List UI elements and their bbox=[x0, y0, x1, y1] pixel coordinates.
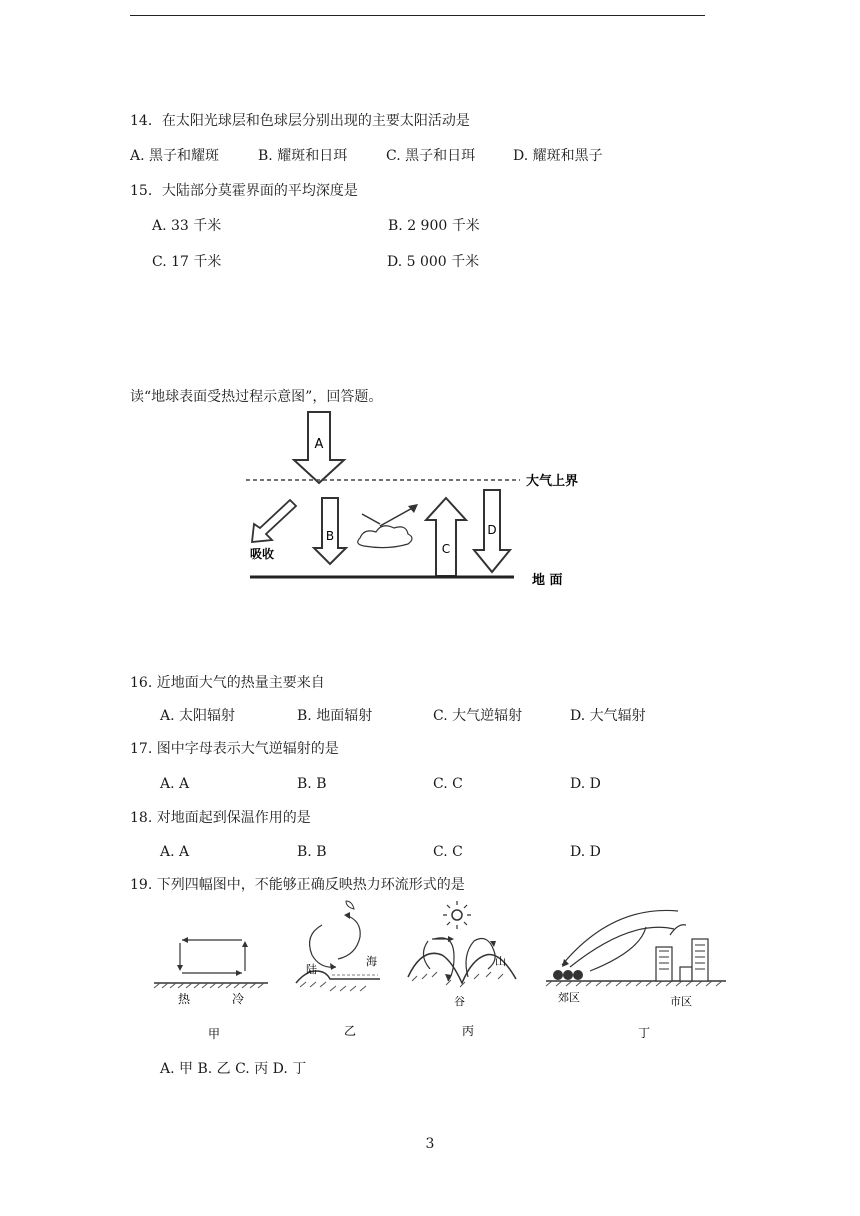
q16-option-a: A. 太阳辐射 bbox=[160, 708, 236, 724]
q14-option-d: D. 耀斑和黑子 bbox=[513, 148, 603, 164]
panel-ding bbox=[546, 910, 726, 1040]
label-urban: 市区 bbox=[670, 995, 692, 1008]
label-suburb: 郊区 bbox=[558, 991, 580, 1004]
circulation-diagrams bbox=[150, 895, 730, 1045]
reflect-arrowhead bbox=[408, 504, 418, 513]
q14-option-c: C. 黑子和日珥 bbox=[386, 148, 476, 164]
q16-stem: 16. 近地面大气的热量主要来自 bbox=[130, 675, 325, 691]
label-mountain: 山 bbox=[495, 955, 506, 968]
label-land: 陆 bbox=[306, 963, 317, 976]
label-cold: 冷 bbox=[232, 992, 245, 1006]
q15-option-a: A. 33 千米 bbox=[152, 218, 222, 234]
panel-jia bbox=[154, 937, 268, 1041]
q14-stem: 14．在太阳光球层和色球层分别出现的主要太阳活动是 bbox=[130, 113, 470, 129]
caption-jia: 甲 bbox=[208, 1027, 221, 1041]
q15-option-b: B. 2 900 千米 bbox=[388, 218, 480, 234]
sun-ray-line bbox=[362, 514, 380, 524]
sun-icon bbox=[452, 910, 462, 920]
diagram-intro: 读“地球表面受热过程示意图”，回答题。 bbox=[130, 389, 383, 405]
q18-option-d: D. D bbox=[570, 844, 601, 860]
label-sea: 海 bbox=[366, 955, 377, 968]
caption-bing: 丙 bbox=[462, 1024, 475, 1038]
q15-stem: 15．大陆部分莫霍界面的平均深度是 bbox=[130, 183, 358, 199]
q15-option-d: D. 5 000 千米 bbox=[387, 254, 480, 270]
q17-option-c: C. C bbox=[433, 776, 463, 792]
absorb-arrow bbox=[252, 500, 296, 542]
ground-label: 地 面 bbox=[532, 573, 563, 588]
panel-bing bbox=[408, 901, 516, 1038]
q15-option-c: C. 17 千米 bbox=[152, 254, 222, 270]
q18-stem: 18. 对地面起到保温作用的是 bbox=[130, 810, 311, 826]
cloud-icon bbox=[358, 526, 412, 548]
q18-option-b: B. B bbox=[297, 844, 327, 860]
panel-yi bbox=[296, 901, 380, 1038]
label-b: B bbox=[325, 529, 335, 543]
q16-option-b: B. 地面辐射 bbox=[297, 708, 373, 724]
atmosphere-top-label: 大气上界 bbox=[526, 474, 579, 489]
q14-option-a: A. 黑子和耀斑 bbox=[130, 148, 220, 164]
header-rule bbox=[130, 15, 705, 16]
q17-option-a: A. A bbox=[160, 776, 190, 792]
label-c: C bbox=[441, 542, 451, 556]
label-valley: 谷 bbox=[454, 995, 465, 1008]
label-d: D bbox=[487, 523, 497, 537]
caption-yi: 乙 bbox=[344, 1024, 357, 1038]
label-a: A bbox=[314, 437, 324, 452]
absorb-label: 吸收 bbox=[250, 547, 275, 561]
caption-ding: 丁 bbox=[638, 1026, 651, 1040]
q16-option-c: C. 大气逆辐射 bbox=[433, 708, 523, 724]
label-hot: 热 bbox=[178, 992, 191, 1006]
page-number: 3 bbox=[425, 1136, 435, 1152]
q18-option-a: A. A bbox=[160, 844, 190, 860]
q17-stem: 17. 图中字母表示大气逆辐射的是 bbox=[130, 741, 339, 757]
q16-option-d: D. 大气辐射 bbox=[570, 708, 646, 724]
q17-option-b: B. B bbox=[297, 776, 327, 792]
heating-process-diagram bbox=[230, 410, 610, 595]
q19-stem: 19. 下列四幅图中，不能够正确反映热力环流形式的是 bbox=[130, 877, 465, 893]
q18-option-c: C. C bbox=[433, 844, 463, 860]
q14-option-b: B. 耀斑和日珥 bbox=[258, 148, 348, 164]
q19-answer-options: A. 甲 B. 乙 C. 丙 D. 丁 bbox=[160, 1061, 307, 1077]
arrow-c bbox=[426, 498, 466, 576]
q17-option-d: D. D bbox=[570, 776, 601, 792]
